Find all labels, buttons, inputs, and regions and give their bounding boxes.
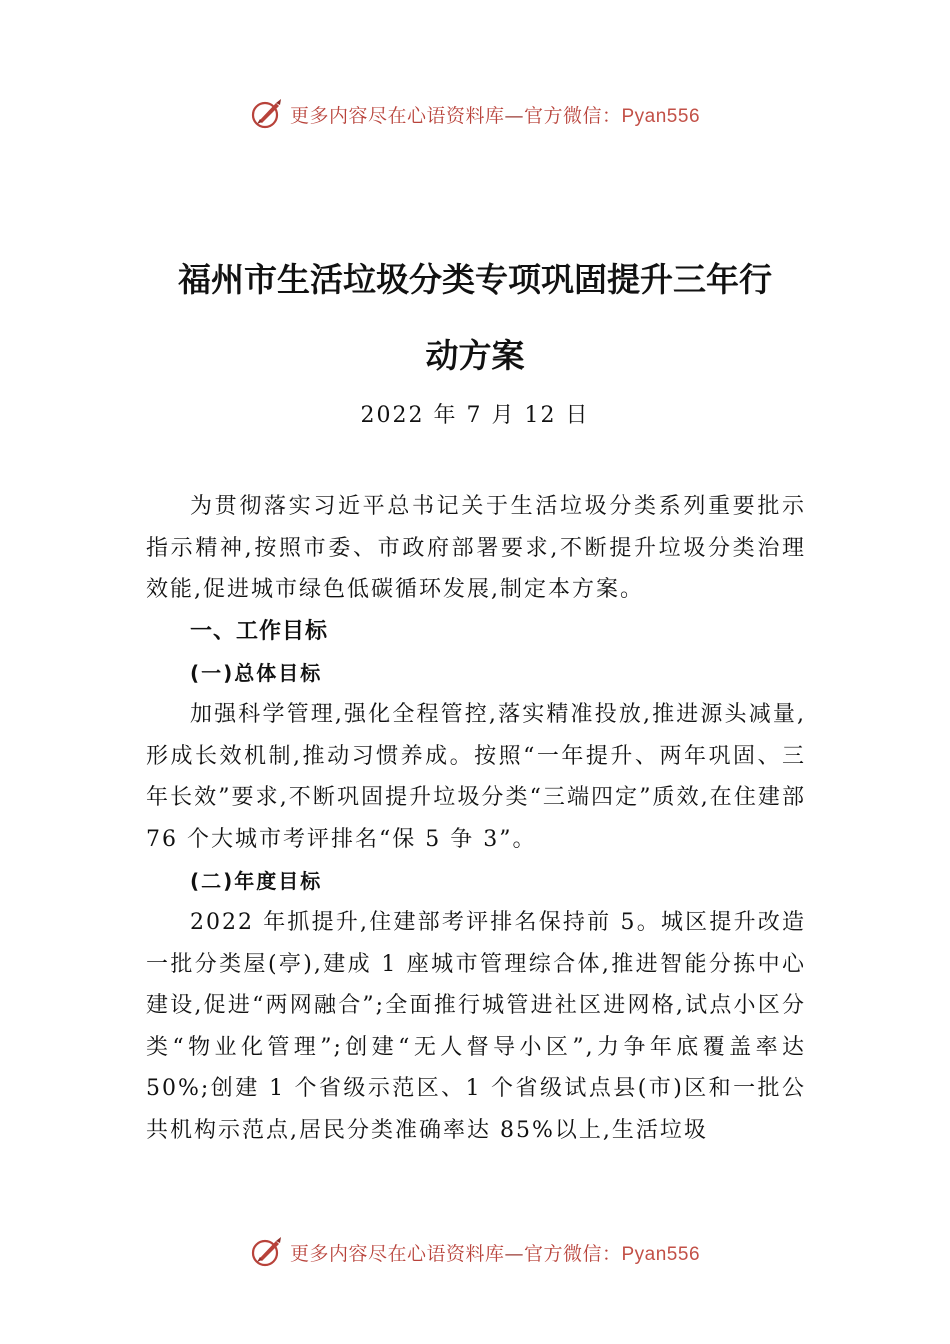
banner-label: 官方微信：	[523, 104, 622, 127]
document-body	[146, 486, 806, 1151]
banner-wechat-id: Pyan556	[621, 1243, 701, 1265]
banner-text	[290, 101, 700, 128]
quill-pen-logo-icon	[250, 97, 284, 131]
subsection-heading-annual-goals: (二)年度目标	[190, 869, 323, 893]
document-date: 2022 年 7 月 12 日	[360, 403, 590, 428]
banner-label: 官方微信：	[523, 1242, 622, 1265]
document-title-line-1: 福州市生活垃圾分类专项巩固提升三年行	[178, 260, 772, 299]
banner-main-text: 更多内容尽在心语资料库	[289, 1242, 505, 1265]
section-heading-work-goals: 一、工作目标	[190, 618, 329, 644]
footer-banner	[0, 1232, 950, 1272]
document-title-line-2: 动方案	[425, 336, 525, 375]
banner-separator: —	[504, 1242, 524, 1265]
intro-paragraph: 为贯彻落实习近平总书记关于生活垃圾分类系列重要批示指示精神,按照市委、市政府部署要求,不断提升垃圾分类治理效能,促进城市绿色低碳循环发展,制定本方案。	[146, 494, 806, 602]
overall-goals-paragraph: 加强科学管理,强化全程管控,落实精准投放,推进源头减量,形成长效机制,推动习惯养成。按照“一年提升、两年巩固、三年长效”要求,不断巩固提升垃圾分类“三端四定”质效,在住建部 76 个大城市考评排名“保 5 争 3”。	[146, 702, 806, 852]
banner-wechat-id: Pyan556	[621, 105, 701, 127]
subsection-heading-overall-goals: (一)总体目标	[190, 661, 323, 685]
banner-main-text: 更多内容尽在心语资料库	[289, 104, 505, 127]
banner-text	[290, 1239, 700, 1266]
quill-pen-logo-icon	[250, 1235, 284, 1269]
header-banner	[0, 94, 950, 134]
banner-separator: —	[504, 104, 524, 127]
annual-goals-paragraph: 2022 年抓提升,住建部考评排名保持前 5。城区提升改造一批分类屋(亭),建成 1 座城市管理综合体,推进智能分拣中心建设,促进“两网融合”;全面推行城管进社区进网格,试点小区分类“物业化管理”;创建“无人督导小区”,力争年底覆盖率达 50%;创建 1 个省级示范区、1 个省级试点县(市)区和一批公共机构示范点,居民分类准确率达 85%以上,生活垃圾	[146, 910, 806, 1143]
